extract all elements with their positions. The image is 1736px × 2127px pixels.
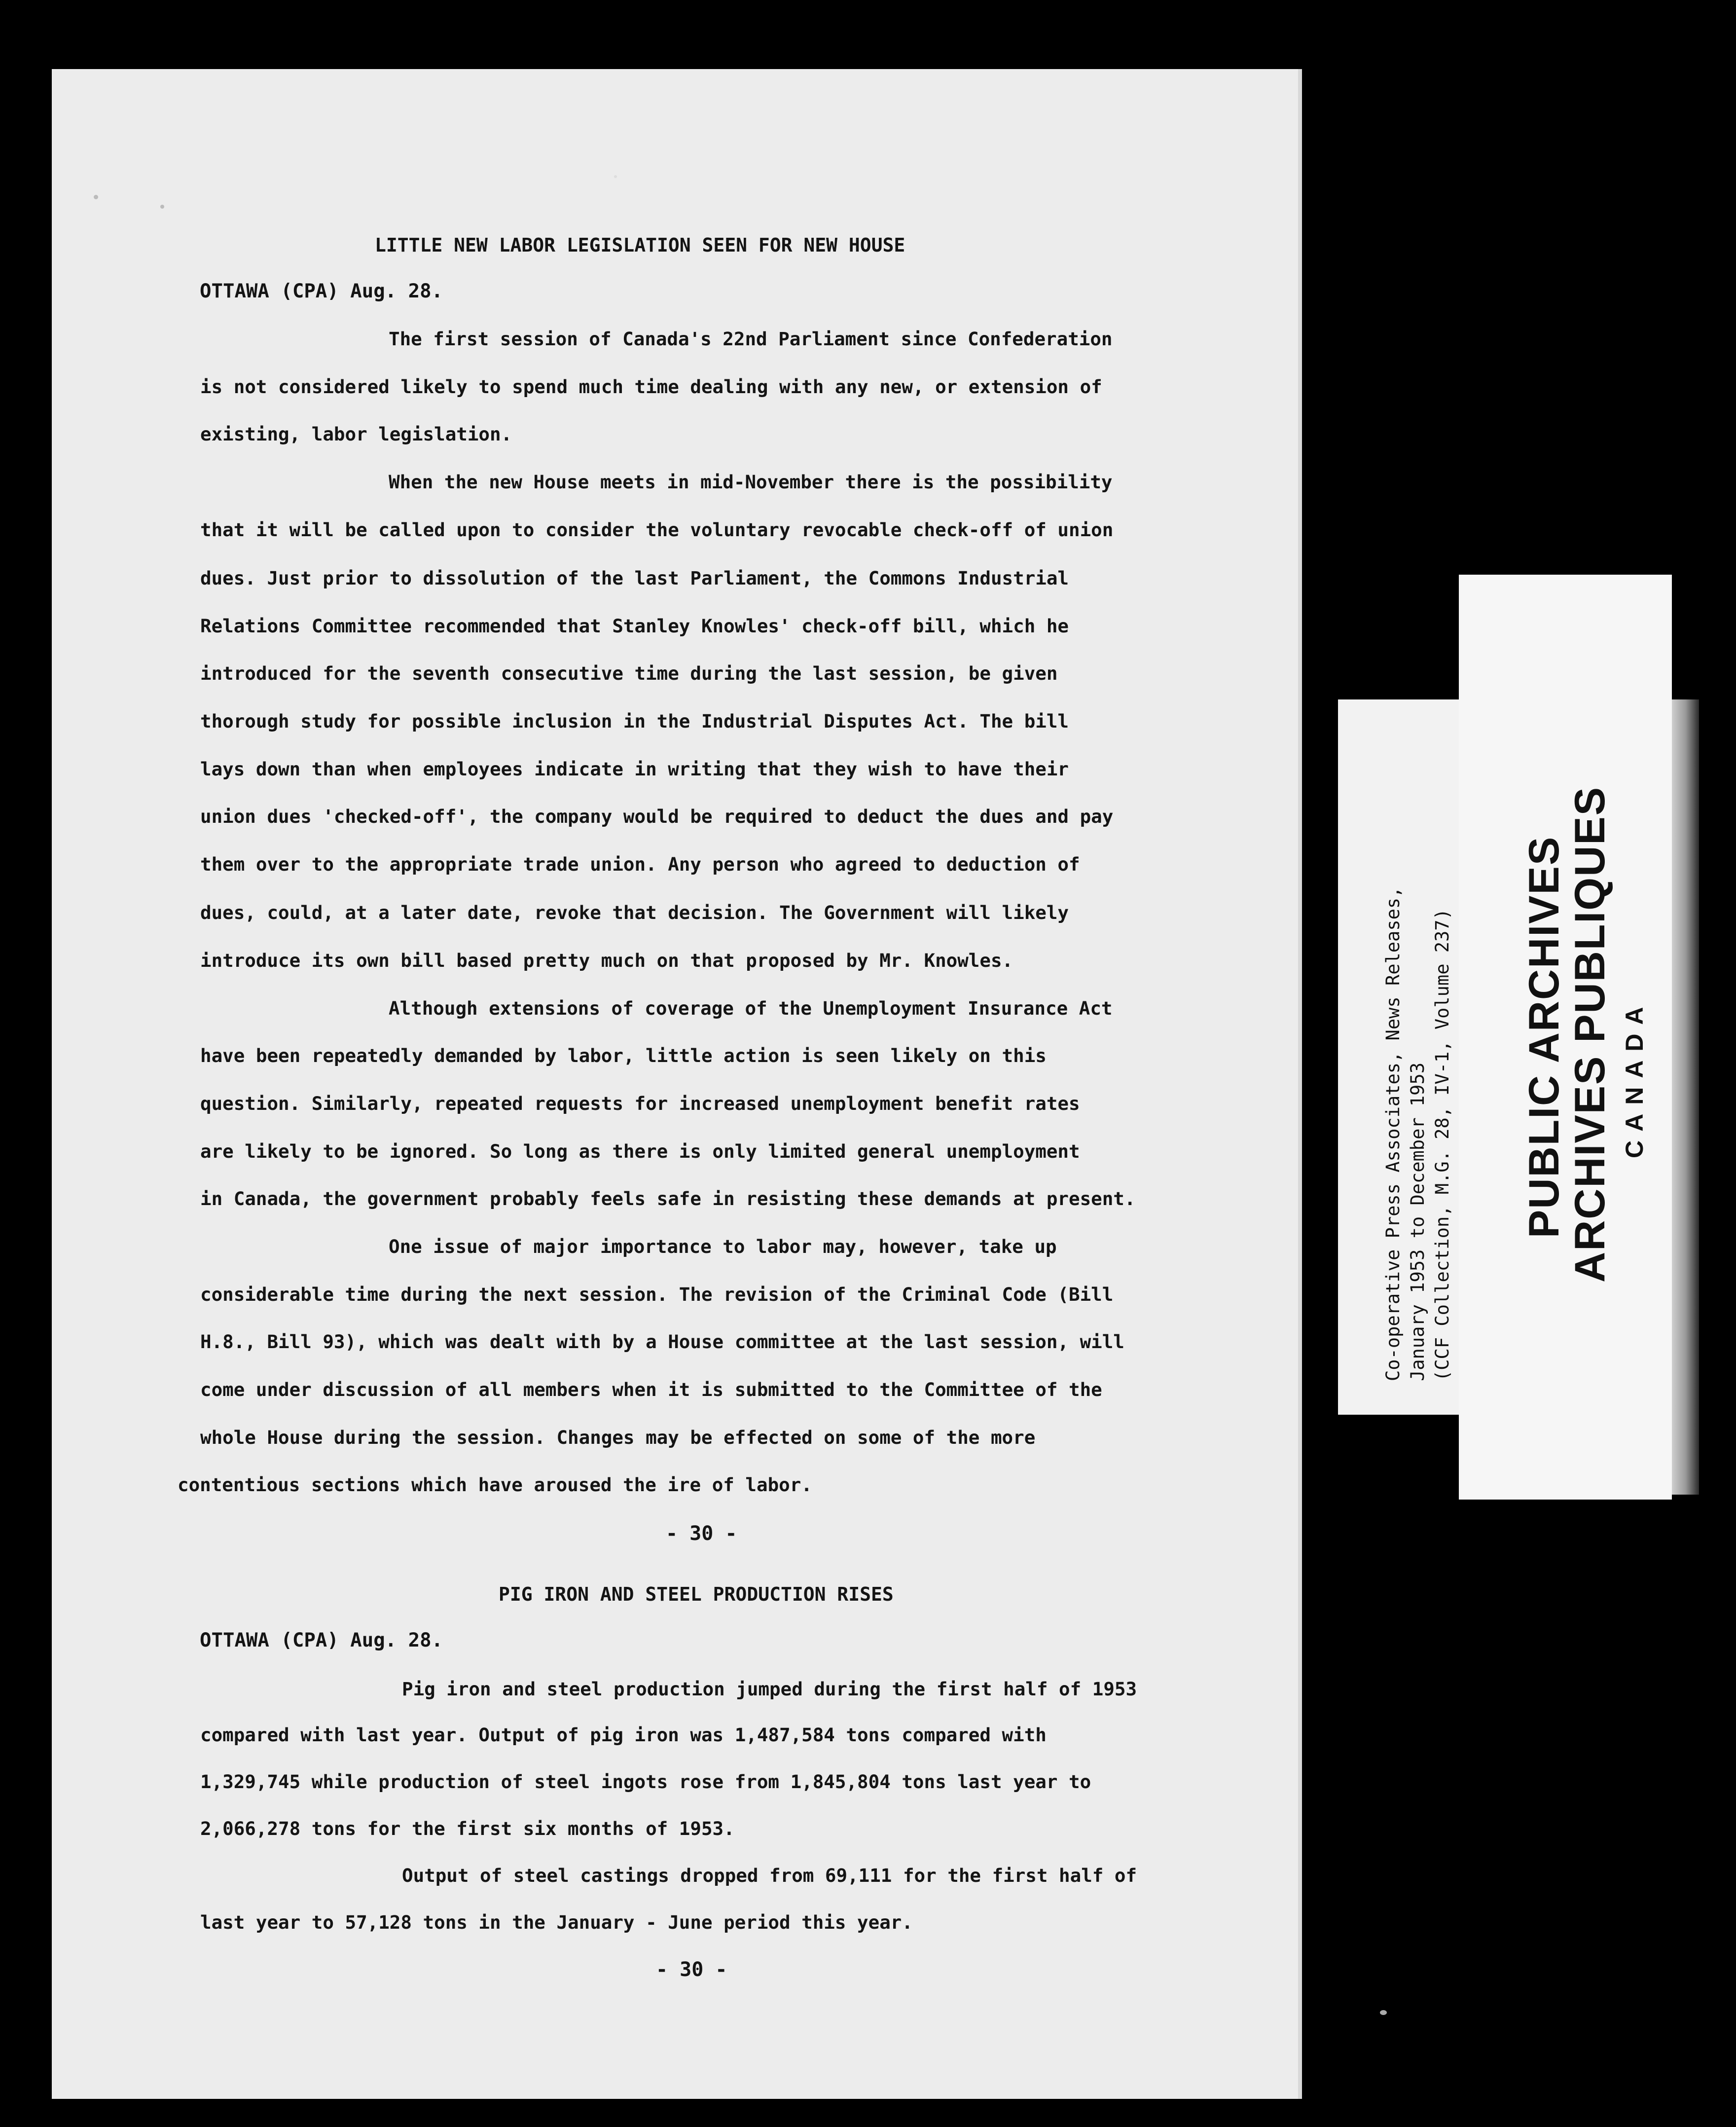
body-line: One issue of major importance to labor may, however, take up	[389, 1236, 1057, 1257]
speck	[160, 205, 164, 209]
archive-source-line: Co-operative Press Associates, News Releases,	[1382, 886, 1404, 1381]
headline-1: LITTLE NEW LABOR LEGISLATION SEEN FOR NEW HOUSE	[375, 234, 905, 256]
body-line: union dues 'checked-off', the company would be required to deduct the dues and pay	[200, 806, 1114, 827]
speck	[94, 195, 98, 199]
body-line: dues, could, at a later date, revoke that decision. The Government will likely	[200, 902, 1069, 923]
body-line: have been repeatedly demanded by labor, little action is seen likely on this	[200, 1045, 1047, 1066]
body-line: existing, labor legislation.	[200, 423, 512, 445]
body-line: is not considered likely to spend much time dealing with any new, or extension of	[200, 376, 1102, 398]
body-line: Output of steel castings dropped from 69,111 for the first half of	[402, 1865, 1137, 1886]
document-page	[52, 69, 1302, 2099]
archive-country: CANADA	[1621, 998, 1648, 1158]
body-line: H.8., Bill 93), which was dealt with by a House committee at the last session, will	[200, 1331, 1124, 1353]
speck	[1380, 2010, 1387, 2015]
body-line: introduced for the seventh consecutive time during the last session, be given	[200, 662, 1058, 684]
body-line: question. Similarly, repeated requests for increased unemployment benefit rates	[200, 1093, 1080, 1114]
body-line: The first session of Canada's 22nd Parliament since Confederation	[389, 328, 1113, 350]
body-line: Pig iron and steel production jumped during the first half of 1953	[402, 1678, 1137, 1700]
body-line: last year to 57,128 tons in the January - June period this year.	[200, 1911, 913, 1933]
speck	[614, 175, 617, 178]
body-line: contentious sections which have aroused the ire of labor.	[178, 1474, 812, 1496]
body-line: are likely to be ignored. So long as there is only limited general unemployment	[200, 1140, 1080, 1162]
dateline-1: OTTAWA (CPA) Aug. 28.	[200, 280, 443, 302]
body-line: 2,066,278 tons for the first six months of 1953.	[200, 1818, 735, 1839]
headline-2: PIG IRON AND STEEL PRODUCTION RISES	[499, 1583, 894, 1605]
body-line: come under discussion of all members when it is submitted to the Committee of the	[200, 1379, 1102, 1400]
body-line: Although extensions of coverage of the Unemployment Insurance Act	[389, 997, 1113, 1019]
page-marker-2: - 30 -	[656, 1958, 727, 1981]
body-line: in Canada, the government probably feels safe in resisting these demands at present.	[200, 1188, 1136, 1210]
body-line: considerable time during the next session. The revision of the Criminal Code (Bill	[200, 1284, 1114, 1305]
body-line: lays down than when employees indicate in writing that they wish to have their	[200, 758, 1069, 780]
body-line: thorough study for possible inclusion in the Industrial Disputes Act. The bill	[200, 710, 1069, 732]
body-line: them over to the appropriate trade union. Any person who agreed to deduction of	[200, 853, 1080, 875]
archive-name-french: ARCHIVES PUBLIQUES	[1566, 786, 1614, 1283]
dateline-2: OTTAWA (CPA) Aug. 28.	[200, 1629, 443, 1651]
body-line: compared with last year. Output of pig iron was 1,487,584 tons compared with	[200, 1724, 1047, 1746]
archive-source-line: January 1953 to December 1953	[1407, 1062, 1428, 1381]
page-marker-1: - 30 -	[666, 1522, 737, 1545]
body-line: that it will be called upon to consider the voluntary revocable check-off of union	[200, 519, 1114, 541]
body-line: Relations Committee recommended that Stanley Knowles' check-off bill, which he	[200, 615, 1069, 637]
archive-label-source-card	[1338, 699, 1475, 1415]
archive-label-edge	[1672, 699, 1699, 1495]
archive-source-line: (CCF Collection, M.G. 28, IV-1, Volume 237)	[1432, 909, 1453, 1381]
archive-name-english: PUBLIC ARCHIVES	[1520, 836, 1568, 1238]
body-line: introduce its own bill based pretty much on that proposed by Mr. Knowles.	[200, 950, 1013, 971]
body-line: 1,329,745 while production of steel ingots rose from 1,845,804 tons last year to	[200, 1771, 1091, 1793]
body-line: When the new House meets in mid-November there is the possibility	[389, 471, 1113, 493]
body-line: whole House during the session. Changes may be effected on some of the more	[200, 1427, 1036, 1448]
body-line: dues. Just prior to dissolution of the last Parliament, the Commons Industrial	[200, 567, 1069, 589]
